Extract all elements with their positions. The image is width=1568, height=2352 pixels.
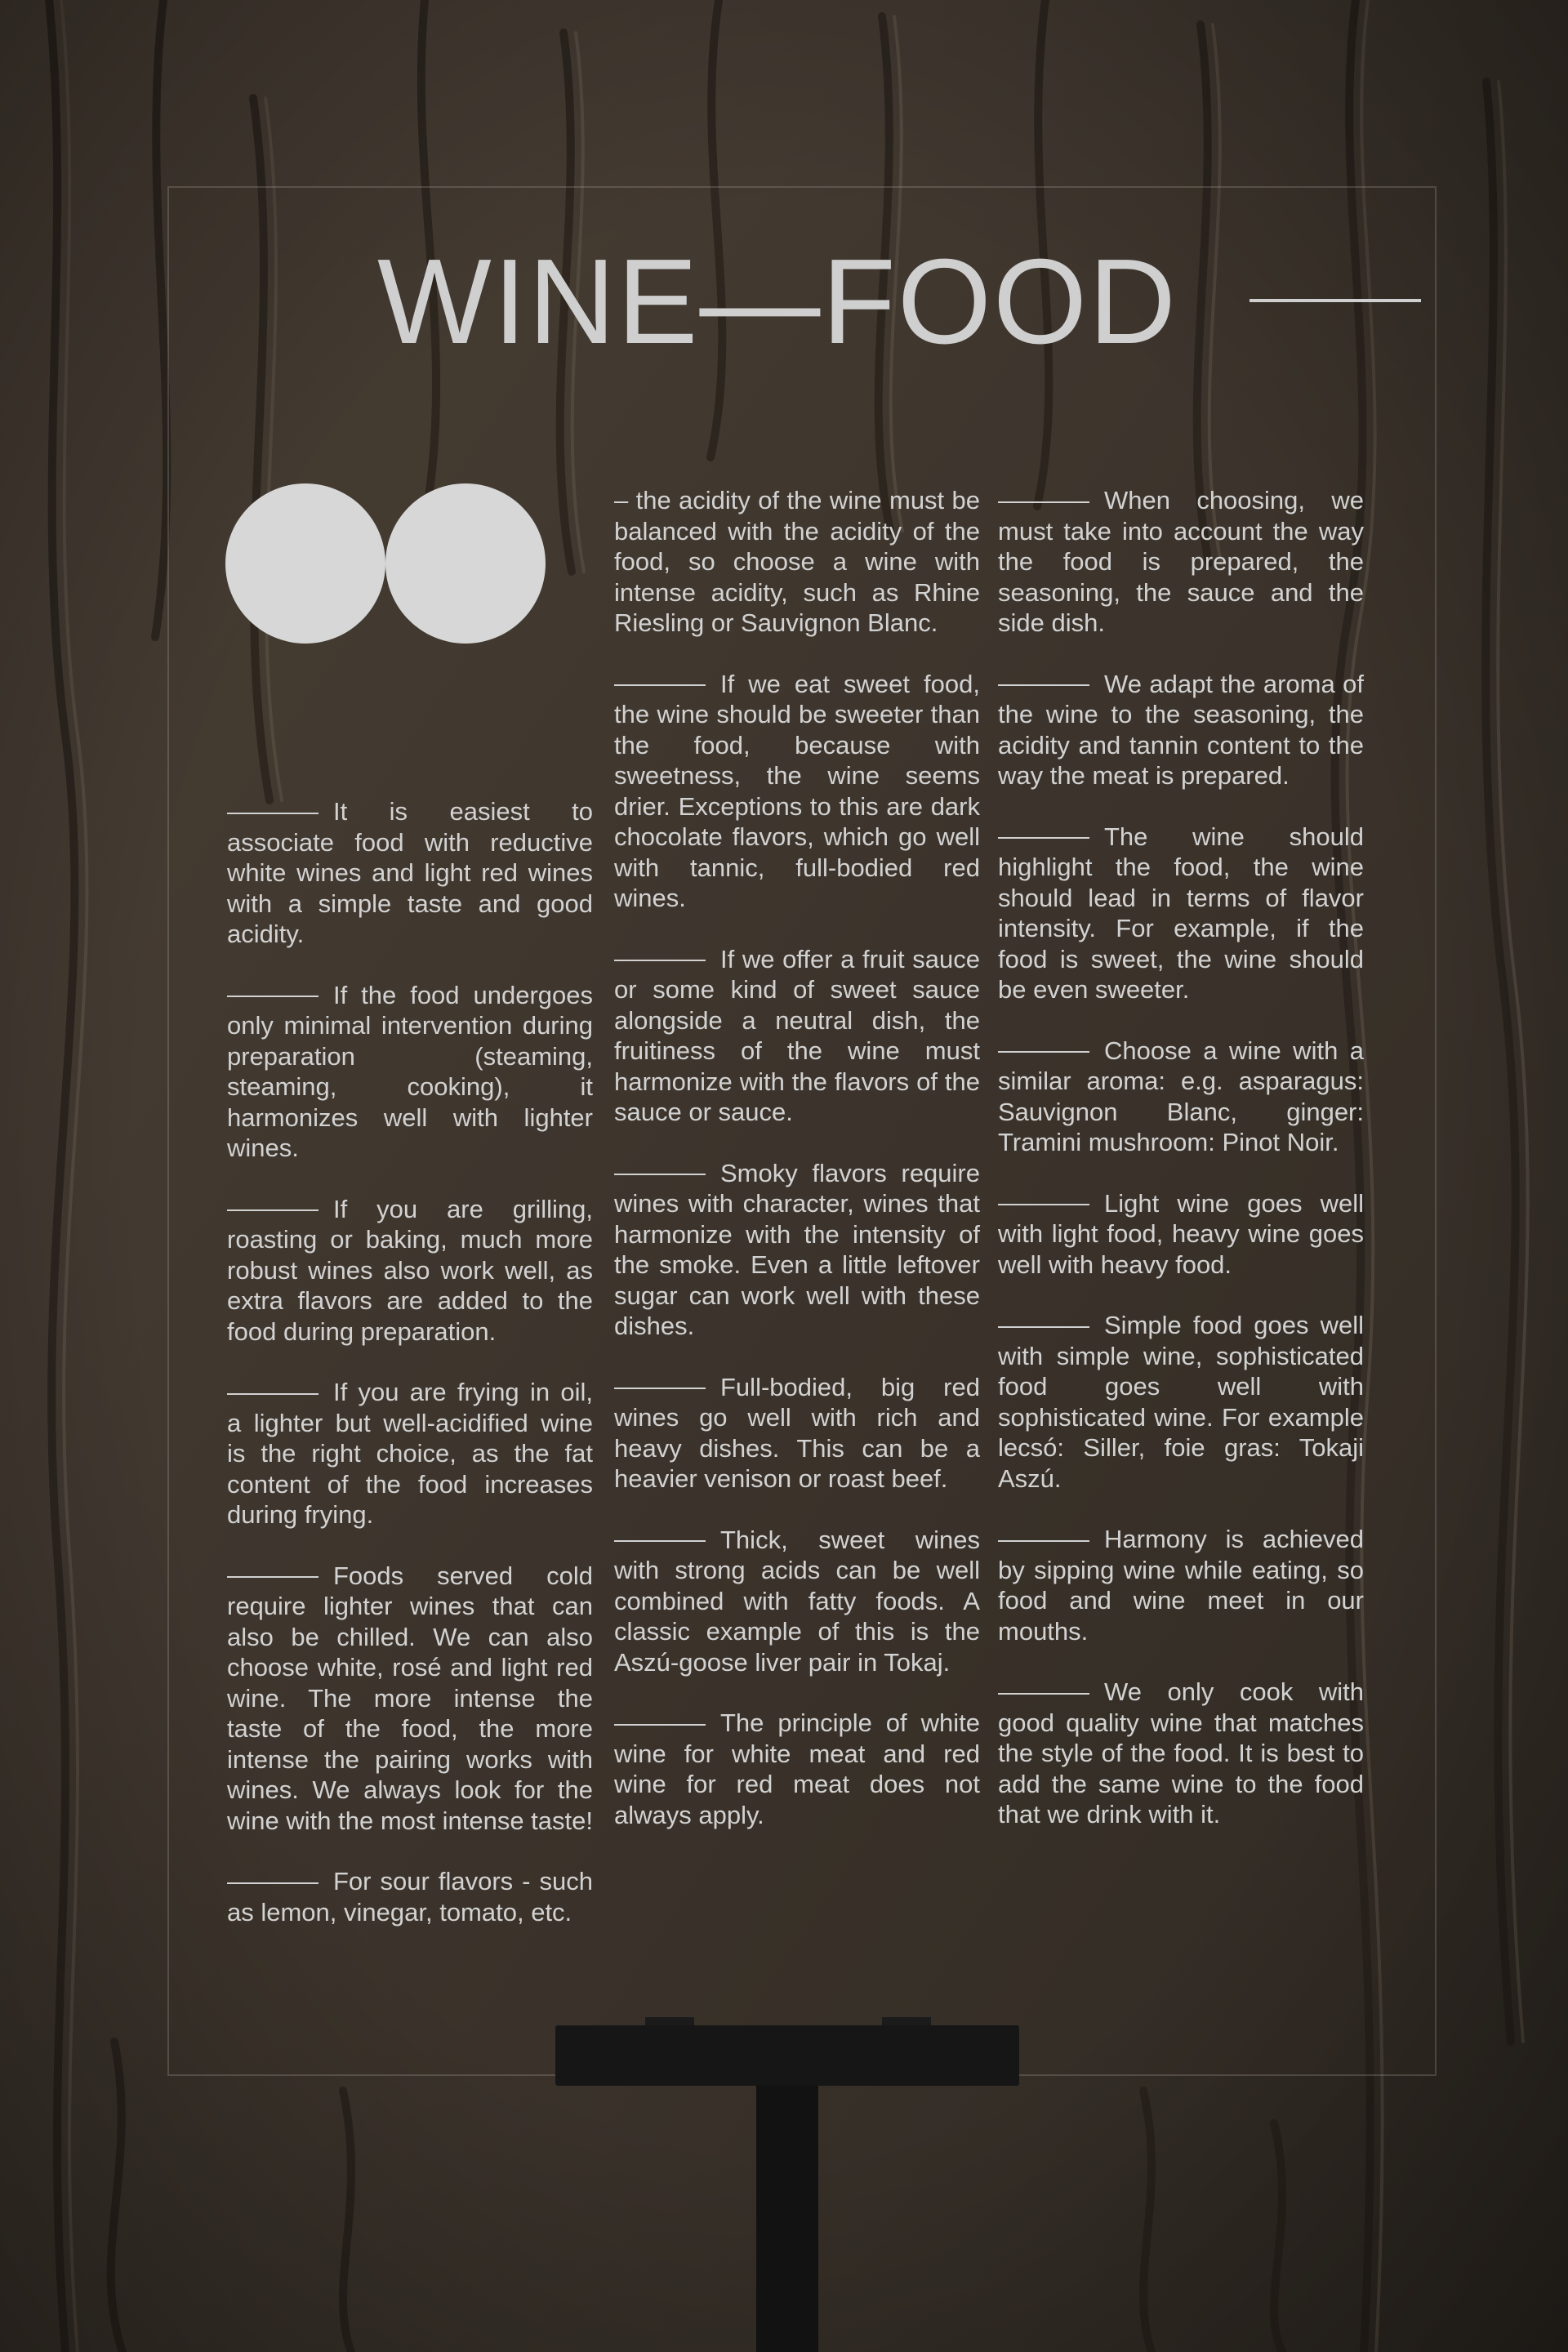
paragraph: Choose a wine with a similar aroma: e.g. asparagus: Sauvignon Blanc, ginger: Tramini mushroom: Pinot Noir. <box>998 1036 1364 1156</box>
paragraph: Foods served cold require lighter wines that can also be chilled. We can also choose white, rosé and light red wine. The more intense the taste of the food, the more intense the pairing works with wines. We always look for the wine with the most intense taste! <box>227 1561 594 1835</box>
sign-stand-holder <box>555 2025 1019 2086</box>
paragraph: Simple food goes well with simple wine, sophisticated food goes well with sophisticated wine. For example lecsó: Siller, foie gras: Tokaji Aszú. <box>998 1311 1364 1493</box>
sign-title: WINE—FOOD <box>377 234 1178 369</box>
paragraph: If you are grilling, roasting or baking, much more robust wines also work well, as extra flavors are added to the food during preparation. <box>227 1194 593 1346</box>
paragraph: Harmony is achieved by sipping wine while eating, so food and wine meet in our mouths. <box>998 1525 1364 1646</box>
text-column-3 <box>998 485 1364 1860</box>
circle-left <box>225 483 385 644</box>
paragraph: We adapt the aroma of the wine to the seasoning, the acidity and tannin content to the way the meat is prepared. <box>998 669 1364 790</box>
paragraph: It is easiest to associate food with reductive white wines and light red wines with a simple taste and good acidity. <box>227 797 593 948</box>
paragraph: If the food undergoes only minimal intervention during preparation (steaming, steaming, cooking), it harmonizes well with lighter wines. <box>227 980 593 1162</box>
wine-glasses-logo <box>225 483 546 644</box>
sign-stand-pole <box>756 2086 818 2352</box>
circle-right <box>385 483 546 644</box>
paragraph: Light wine goes well with light food, heavy wine goes well with heavy food. <box>998 1188 1364 1279</box>
paragraph: The wine should highlight the food, the wine should lead in terms of flavor intensity. For example, if the food is sweet, the wine should be even sweeter. <box>998 822 1364 1004</box>
paragraph: Full-bodied, big red wines go well with rich and heavy dishes. This can be a heavier venison or roast beef. <box>614 1372 980 1493</box>
text-column-2 <box>614 485 980 1860</box>
paragraph: If we offer a fruit sauce or some kind of sweet sauce alongside a neutral dish, the fruitiness of the wine must harmonize with the flavors of the sauce or sauce. <box>614 944 980 1126</box>
text-column-1 <box>227 796 593 1958</box>
paragraph: We only cook with good quality wine that matches the style of the food. It is best to add the same wine to the food that we drink with it. <box>998 1677 1364 1829</box>
paragraph: If we eat sweet food, the wine should be sweeter than the food, because with sweetness, the wine seems drier. Exceptions to this are dark chocolate flavors, which go well with tannic, full-bodied red wines. <box>614 669 980 912</box>
paragraph: If you are frying in oil, a lighter but well-acidified wine is the right choice, as the fat content of the food increases during frying. <box>227 1378 593 1529</box>
title-rule <box>1250 299 1421 302</box>
paragraph: Smoky flavors require wines with character, wines that harmonize with the intensity of the smoke. Even a little leftover sugar can work well with these dishes. <box>614 1158 980 1340</box>
paragraph: – the acidity of the wine must be balanced with the acidity of the food, so choose a wine with intense acidity, such as Rhine Riesling or Sauvignon Blanc. <box>614 486 980 637</box>
paragraph: When choosing, we must take into account the way the food is prepared, the seasoning, the sauce and the side dish. <box>998 486 1364 637</box>
paragraph: The principle of white wine for white meat and red wine for red meat does not always apply. <box>614 1708 980 1829</box>
paragraph: For sour flavors - such as lemon, vinegar, tomato, etc. <box>227 1867 593 1927</box>
paragraph: Thick, sweet wines with strong acids can be well combined with fatty foods. A classic example of this is the Aszú-goose liver pair in Tokaj. <box>614 1525 980 1677</box>
